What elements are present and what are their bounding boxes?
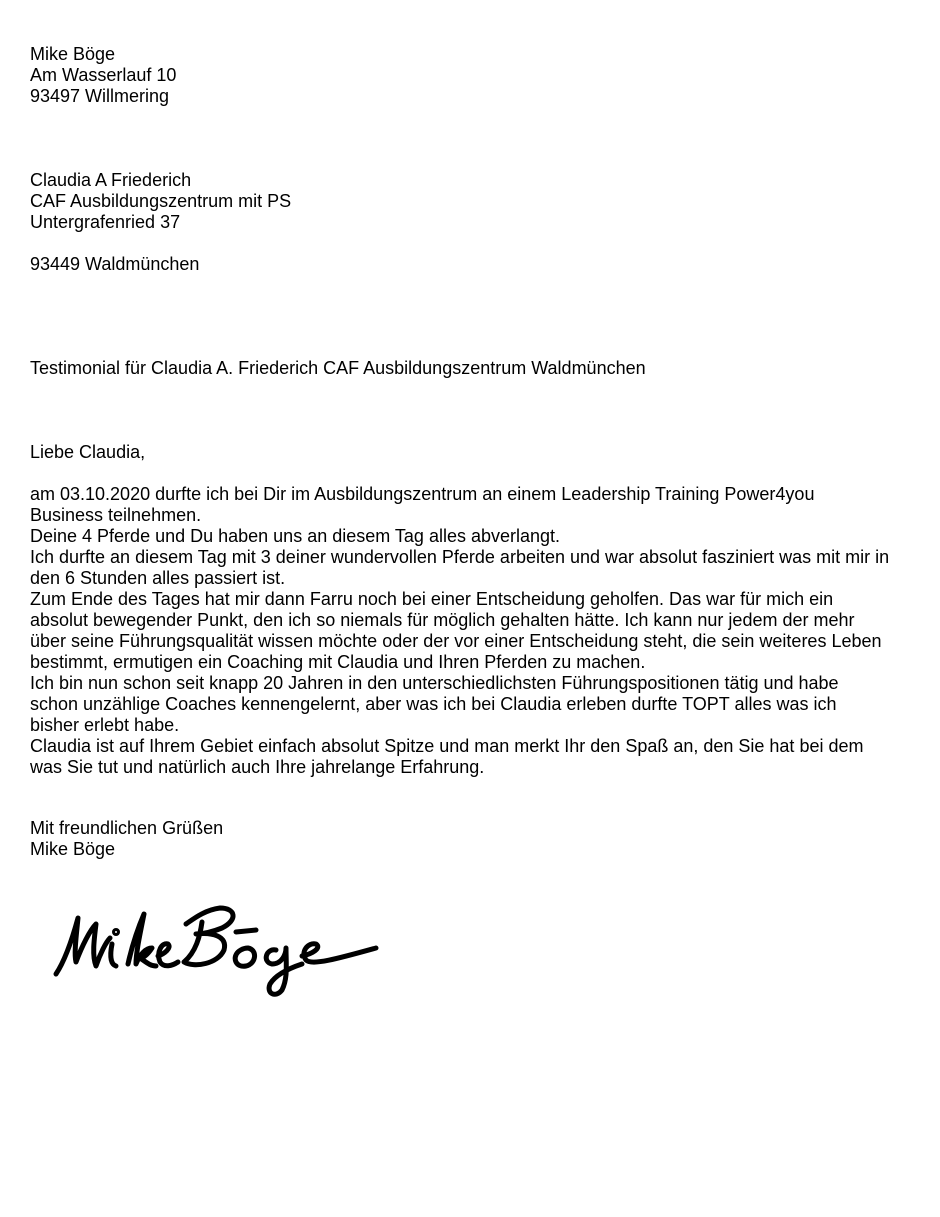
handwritten-signature <box>50 892 390 1002</box>
closing-name: Mike Böge <box>30 839 116 859</box>
letter-closing <box>30 818 890 860</box>
letter-subject: Testimonial für Claudia A. Friederich CAF Ausbildungszentrum Waldmünchen <box>30 358 646 378</box>
recipient-address <box>30 170 890 275</box>
sender-city: 93497 Willmering <box>30 86 170 106</box>
recipient-city: 93449 Waldmünchen <box>30 254 200 274</box>
recipient-company: CAF Ausbildungszentrum mit PS <box>30 191 292 211</box>
body-paragraph: Ich bin nun schon seit knapp 20 Jahren in den unterschiedlichsten Führungspositionen tätig und habe schon unzählige Coaches kennengelernt, aber was ich bei Claudia erleben durfte TOPT alles was ich bisher erlebt habe. <box>30 673 839 735</box>
recipient-street: Untergrafenried 37 <box>30 212 181 232</box>
body-paragraph: Zum Ende des Tages hat mir dann Farru noch bei einer Entscheidung geholfen. Das war für mich ein absolut bewegender Punkt, den ich so niemals für möglich gehalten hätte. Ich kann nur jedem der mehr über seine Führungsqualität wissen möchte oder der vor einer Entscheidung steht, die sein weiteres Leben bestimmt, ermutigen ein Coaching mit Claudia und Ihren Pferden zu machen. <box>30 589 882 672</box>
body-paragraph: Ich durfte an diesem Tag mit 3 deiner wundervollen Pferde arbeiten und war absolut fasziniert was mit mir in den 6 Stunden alles passiert ist. <box>30 547 890 588</box>
letter-body <box>30 484 890 778</box>
sender-street: Am Wasserlauf 10 <box>30 65 177 85</box>
body-paragraph: Claudia ist auf Ihrem Gebiet einfach absolut Spitze und man merkt Ihr den Spaß an, den Sie hat bei dem was Sie tut und natürlich auch Ihre jahrelange Erfahrung. <box>30 736 864 777</box>
recipient-name: Claudia A Friederich <box>30 170 192 190</box>
sender-address <box>30 44 890 107</box>
sender-name: Mike Böge <box>30 44 116 64</box>
body-paragraph: am 03.10.2020 durfte ich bei Dir im Ausbildungszentrum an einem Leadership Training Power4you Business teilnehmen. <box>30 484 815 525</box>
body-paragraph: Deine 4 Pferde und Du haben uns an diesem Tag alles abverlangt. <box>30 526 561 546</box>
letter-greeting: Liebe Claudia, <box>30 442 146 462</box>
closing-salutation: Mit freundlichen Grüßen <box>30 818 224 838</box>
